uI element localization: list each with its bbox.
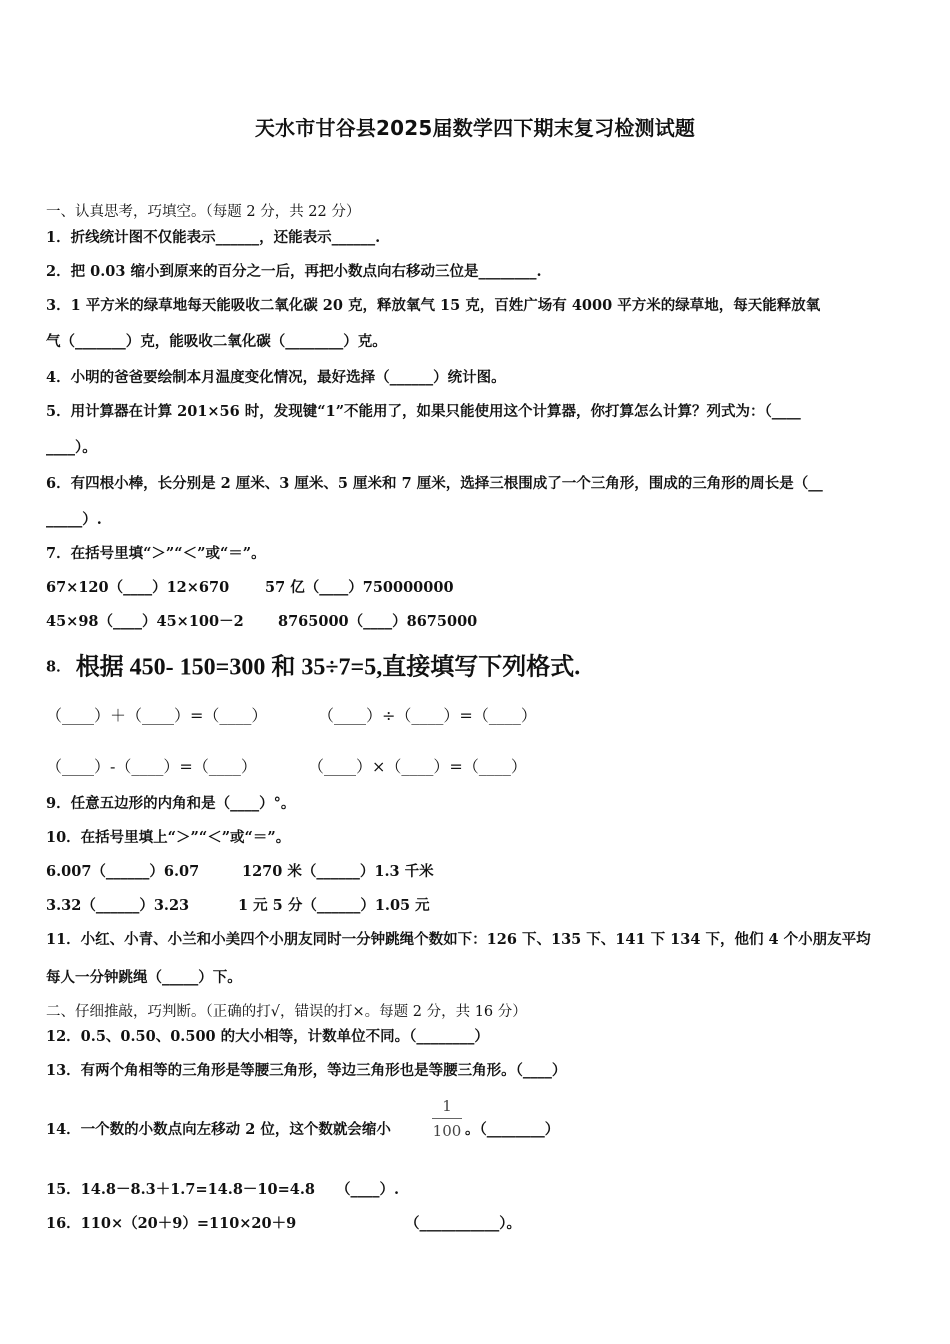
question-13: 13．有两个角相等的三角形是等腰三角形，等边三角形也是等腰三角形。（____） <box>46 1062 567 1079</box>
q14-fraction-bar <box>432 1118 462 1119</box>
section-2-heading: 二、仔细推敲，巧判断。（正确的打√，错误的打×。每题 2 分，共 16 分） <box>46 1004 527 1020</box>
q14-fraction-denominator: 100 <box>432 1122 462 1140</box>
q10-item-2: 1270 米（______）1.3 千米 <box>242 863 434 880</box>
q14-fraction <box>432 1096 462 1141</box>
question-8-number: 8． <box>46 658 71 676</box>
question-9: 9．任意五边形的内角和是（____）°。 <box>46 795 296 812</box>
q10-item-3: 3.32（______）3.23 <box>46 897 190 914</box>
question-4: 4．小明的爸爸要绘制本月温度变化情况，最好选择（______）统计图。 <box>46 369 506 386</box>
question-7: 7．在括号里填“＞”“＜”或“＝”。 <box>46 545 266 562</box>
question-5-line-1: 5．用计算器在计算 201×56 时，发现键“1”不能用了，如果只能使用这个计算器，你打算怎么计算？列式为：（____ <box>46 403 801 420</box>
question-15: 15．14.8－8.3＋1.7=14.8－10=4.8 <box>46 1181 315 1198</box>
q8-row-divide: （____）÷（____）=（____） <box>318 706 537 725</box>
q14-fraction-numerator: 1 <box>442 1097 452 1115</box>
q10-item-1: 6.007（______）6.07 <box>46 863 200 880</box>
question-10: 10．在括号里填上“＞”“＜”或“＝”。 <box>46 829 291 846</box>
question-6-line-2: _____）. <box>46 511 102 528</box>
section-1-heading: 一、认真思考，巧填空。（每题 2 分，共 22 分） <box>46 204 361 220</box>
q14-answer-blank: 。（________） <box>465 1121 560 1138</box>
q8-row-multiply: （____）×（____）=（____） <box>308 757 527 776</box>
question-2: 2．把 0.03 缩小到原来的百分之一后，再把小数点向右移动三位是________. <box>46 263 542 280</box>
question-1: 1．折线统计图不仅能表示______，还能表示______. <box>46 229 381 246</box>
q15-answer-blank: （____）. <box>336 1181 400 1198</box>
question-16: 16．110×（20＋9）=110×20＋9 <box>46 1215 297 1232</box>
question-8-text: 根据 450- 150=300 和 35÷7=5,直接填写下列格式. <box>75 654 581 681</box>
question-12: 12．0.5、0.50、0.500 的大小相等，计数单位不同。（________） <box>46 1028 489 1045</box>
question-11-line-2: 每人一分钟跳绳（_____）下。 <box>46 969 242 986</box>
page-title: 天水市甘谷县2025届数学四下期末复习检测试题 <box>254 116 696 140</box>
q7-item-1: 67×120（____）12×670 <box>46 579 230 596</box>
question-14: 14．一个数的小数点向左移动 2 位，这个数就会缩小 <box>46 1121 391 1138</box>
q8-row-subtract: （____）-（____）=（____） <box>46 757 257 776</box>
q7-item-2: 57 亿（____）750000000 <box>265 579 454 596</box>
q10-item-4: 1 元 5 分（______）1.05 元 <box>238 897 430 914</box>
q16-answer-blank: （___________）。 <box>405 1215 521 1232</box>
q7-item-3: 45×98（____）45×100－2 <box>46 613 244 630</box>
question-3-line-2: 气（_______）克，能吸收二氧化碳（________）克。 <box>46 333 387 350</box>
q8-row-add: （____）＋（____）=（____） <box>46 706 268 725</box>
question-5-line-2: ____）。 <box>46 439 97 456</box>
question-11-line-1: 11．小红、小青、小兰和小美四个小朋友同时一分钟跳绳个数如下：126 下、135 下、141 下 134 下，他们 4 个小朋友平均 <box>46 931 871 948</box>
question-8 <box>46 652 580 683</box>
q7-item-4: 8765000（____）8675000 <box>278 613 478 630</box>
question-6-line-1: 6．有四根小棒，长分别是 2 厘米、3 厘米、5 厘米和 7 厘米，选择三根围成了一个三角形，围成的三角形的周长是（__ <box>46 475 823 492</box>
question-3-line-1: 3．1 平方米的绿草地每天能吸收二氧化碳 20 克，释放氧气 15 克，百姓广场有 4000 平方米的绿草地，每天能释放氧 <box>46 297 821 314</box>
